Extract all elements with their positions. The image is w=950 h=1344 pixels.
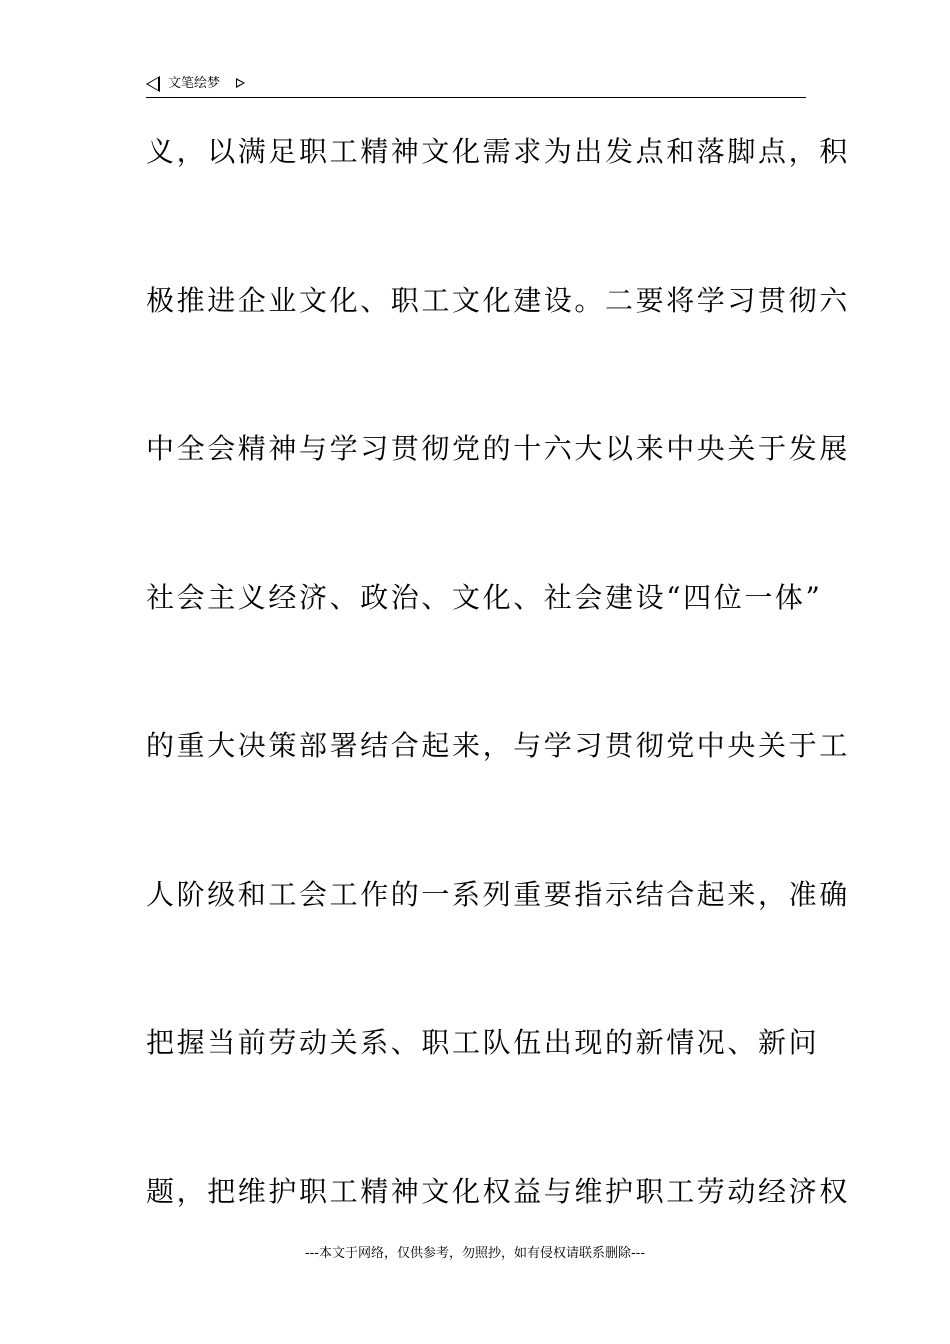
body-line: 中全会精神与学习贯彻党的十六大以来中央关于发展 — [146, 432, 850, 465]
header-title: 文笔绘梦 — [168, 76, 221, 91]
right-triangle-icon — [236, 78, 245, 88]
page-footer-disclaimer: ---本文于网络，仅供参考，勿照抄，如有侵权请联系删除--- — [304, 1246, 646, 1261]
left-triangle-icon — [146, 76, 160, 92]
document-body — [146, 128, 850, 1316]
page-header — [146, 74, 806, 98]
body-line: 义，以满足职工精神文化需求为出发点和落脚点，积 — [146, 135, 850, 168]
body-line: 题，把维护职工精神文化权益与维护职工劳动经济权 — [146, 1174, 850, 1208]
header-divider — [146, 97, 806, 98]
body-line: 的重大决策部署结合起来，与学习贯彻党中央关于工 — [146, 729, 850, 762]
body-line: 极推进企业文化、职工文化建设。二要将学习贯彻六 — [146, 283, 850, 317]
body-line: 社会主义经济、政治、文化、社会建设“四位一体” — [146, 580, 823, 614]
body-line: 人阶级和工会工作的一系列重要指示结合起来，准确 — [146, 877, 850, 911]
body-line: 把握当前劳动关系、职工队伍出现的新情况、新问 — [146, 1026, 820, 1059]
